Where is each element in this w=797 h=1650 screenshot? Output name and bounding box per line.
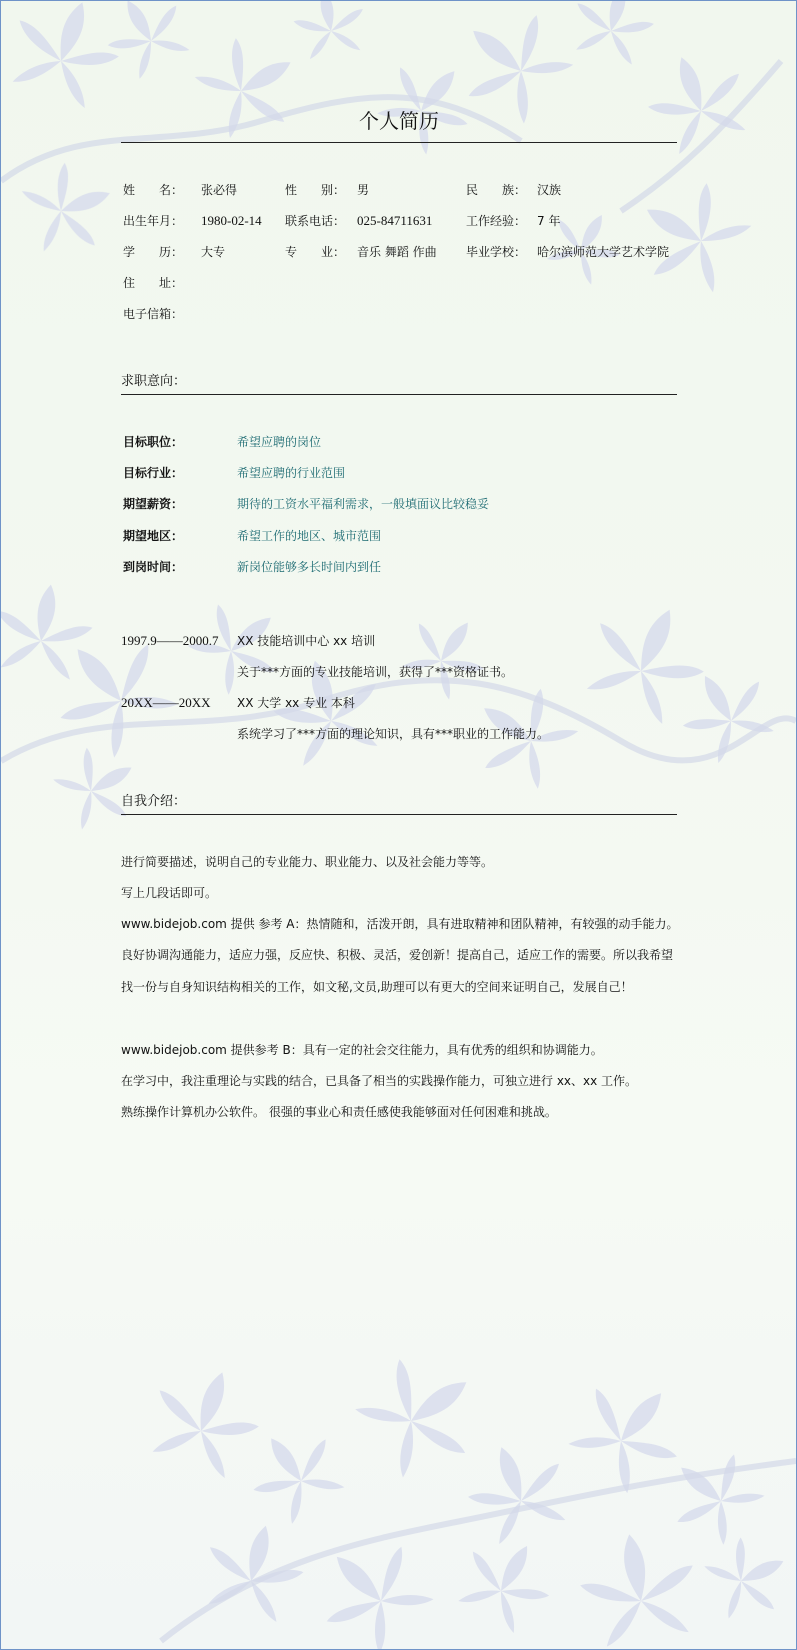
- ethnicity-value: 汉族: [537, 183, 562, 197]
- phone-value: 025-84711631: [357, 213, 433, 228]
- education-title-1: XX 技能培训中心 xx 培训: [237, 634, 376, 648]
- address-label: 住 址：: [123, 276, 184, 290]
- self-intro-line-3: www.bidejob.com 提供 参考 A：热情随和，活泼开朗，具有进取精神和团队精神，有较强的动手能力。: [121, 917, 679, 931]
- self-intro-line-5: 找一份与自身知识结构相关的工作，如文秘,文员,助理可以有更大的空间来证明自己，发展自己！: [121, 980, 633, 994]
- gender-label: 性 别：: [285, 183, 346, 197]
- education-label: 学 历：: [123, 245, 184, 259]
- name-label: 姓 名：: [123, 183, 184, 197]
- self-intro-line-4: 良好协调沟通能力，适应力强，反应快、积极、灵活，爱创新！提高自己，适应工作的需要。所以我希望: [121, 948, 674, 962]
- expected-salary-label: 期望薪资：: [123, 497, 184, 511]
- target-industry-label: 目标行业：: [123, 466, 184, 480]
- education-desc-1: 关于***方面的专业技能培训，获得了***资格证书。: [237, 665, 514, 679]
- self-intro-line-1: 进行简要描述，说明自己的专业能力、职业能力、以及社会能力等等。: [121, 855, 494, 869]
- expected-salary-value: 期待的工资水平福利需求，一般填面议比较稳妥: [237, 497, 490, 511]
- birth-value: 1980-02-14: [201, 213, 262, 228]
- start-time-label: 到岗时间：: [123, 560, 184, 574]
- major-label: 专 业：: [285, 245, 346, 259]
- self-intro-line-6: www.bidejob.com 提供参考 B：具有一定的社会交往能力，具有优秀的组织和协调能力。: [121, 1043, 603, 1057]
- name-value: 张必得: [201, 183, 238, 197]
- education-period-2: 20XX——20XX: [121, 695, 211, 710]
- start-time-value: 新岗位能够多长时间内到任: [237, 560, 382, 574]
- self-intro-line-8: 熟练操作计算机办公软件。 很强的事业心和责任感使我能够面对任何困难和挑战。: [121, 1105, 557, 1119]
- phone-label: 联系电话：: [285, 214, 346, 228]
- education-title-2: XX 大学 xx 专业 本科: [237, 696, 355, 710]
- self-intro-rule: [121, 814, 677, 815]
- birth-label: 出生年月：: [123, 214, 184, 228]
- title-underline: [121, 142, 677, 143]
- self-intro-heading: 自我介绍：: [121, 794, 187, 809]
- target-position-value: 希望应聘的岗位: [237, 435, 322, 449]
- self-intro-line-7: 在学习中，我注重理论与实践的结合，已具备了相当的实践操作能力，可独立进行 xx、xx 工作。: [121, 1074, 638, 1088]
- education-period-1: 1997.9——2000.7: [121, 633, 219, 648]
- job-intention-rule: [121, 394, 677, 395]
- major-value: 音乐 舞蹈 作曲: [357, 245, 437, 259]
- school-value: 哈尔滨师范大学艺术学院: [537, 245, 670, 259]
- ethnicity-label: 民 族：: [466, 183, 527, 197]
- job-intention-heading: 求职意向：: [121, 374, 187, 389]
- target-industry-value: 希望应聘的行业范围: [237, 466, 346, 480]
- gender-value: 男: [357, 183, 370, 197]
- education-desc-2: 系统学习了***方面的理论知识，具有***职业的工作能力。: [237, 727, 550, 741]
- expected-region-label: 期望地区：: [123, 529, 184, 543]
- self-intro-line-2: 写上几段话即可。: [121, 886, 218, 900]
- target-position-label: 目标职位：: [123, 435, 184, 449]
- expected-region-value: 希望工作的地区、城市范围: [237, 529, 382, 543]
- experience-label: 工作经验：: [466, 214, 527, 228]
- school-label: 毕业学校：: [466, 245, 527, 259]
- email-label: 电子信箱：: [123, 307, 184, 321]
- education-value: 大专: [201, 245, 226, 259]
- page-title: 个人简历: [359, 109, 439, 133]
- experience-value: 7 年: [537, 214, 561, 228]
